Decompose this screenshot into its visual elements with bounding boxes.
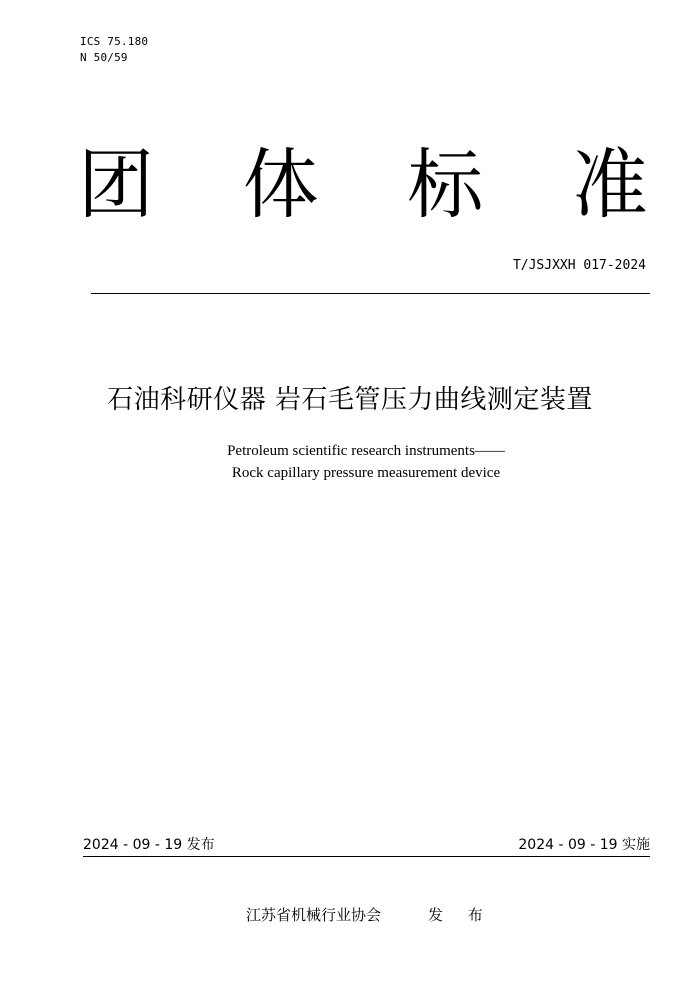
document-type-char: 体 xyxy=(242,140,319,229)
document-type-char: 团 xyxy=(78,140,154,229)
publisher-name: 江苏省机械行业协会 xyxy=(246,906,382,924)
standard-number: T/JSJXXH 017-2024 xyxy=(512,258,646,273)
document-type-char: 标 xyxy=(407,140,484,229)
header-divider xyxy=(91,293,650,294)
issue-date: 2024 - 09 - 19 发布 xyxy=(83,837,215,853)
footer-divider xyxy=(83,856,650,857)
document-type-char: 准 xyxy=(571,140,648,229)
publish-label: 发 布 xyxy=(428,906,493,924)
implementation-date: 2024 - 09 - 19 实施 xyxy=(518,837,650,853)
english-title-line-1: Petroleum scientific research instruments—— xyxy=(227,443,505,459)
english-title-line-2: Rock capillary pressure measurement device xyxy=(231,465,501,481)
chinese-title: 石油科研仪器 岩石毛管压力曲线测定装置 xyxy=(107,385,593,415)
ccs-code: N 50/59 xyxy=(80,51,128,64)
ics-code: ICS 75.180 xyxy=(80,35,149,48)
document-type-title xyxy=(78,140,648,230)
